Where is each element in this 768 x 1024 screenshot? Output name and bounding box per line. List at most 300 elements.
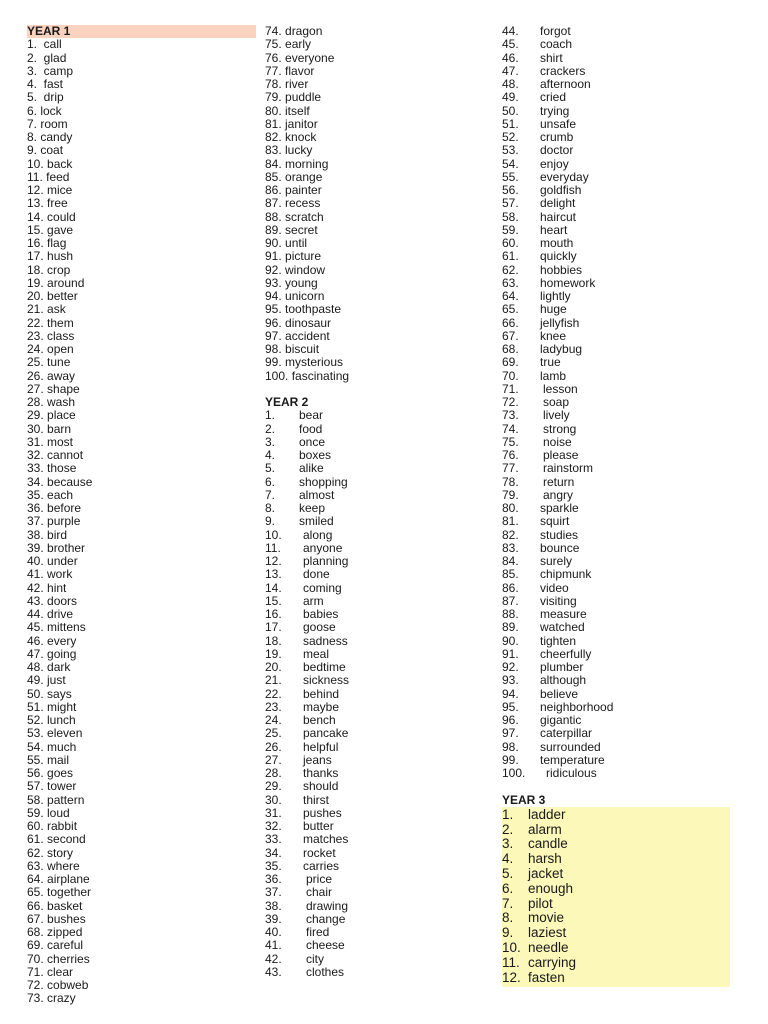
year3-word xyxy=(502,926,730,941)
year2-word xyxy=(502,423,730,436)
year2-word xyxy=(502,184,730,197)
year2-number: 8. xyxy=(265,501,276,515)
spacer xyxy=(502,780,730,793)
year2-number: 44. xyxy=(502,24,519,38)
year1-word: 12. mice xyxy=(27,183,73,197)
year2-term: coach xyxy=(540,37,573,52)
year2-term: watched xyxy=(540,620,585,635)
year3-number: 12. xyxy=(502,969,521,985)
year2-term: bear xyxy=(299,408,324,423)
year1-word: 85. orange xyxy=(265,169,323,184)
year2-number: 27. xyxy=(265,752,282,767)
year2-number: 69. xyxy=(502,355,519,370)
year2-term: matches xyxy=(303,832,349,847)
year1-word: 28. wash xyxy=(27,395,76,409)
year1-word: 80. itself xyxy=(265,103,310,118)
year2-word xyxy=(502,197,730,210)
year2-term: knee xyxy=(540,328,567,343)
year2-word xyxy=(502,409,730,422)
year1-word: 22. them xyxy=(27,315,74,330)
year2-term: cheerfully xyxy=(540,646,592,661)
year2-term: angry xyxy=(543,487,574,502)
year2-word xyxy=(502,264,730,277)
year2-number: 68. xyxy=(502,342,519,356)
year2-term: lively xyxy=(543,408,570,423)
year2-number: 38. xyxy=(265,898,282,913)
year2-number: 46. xyxy=(502,50,519,65)
year2-term: soap xyxy=(543,395,570,409)
year3-number: 10. xyxy=(502,939,521,955)
year2-word xyxy=(502,648,730,661)
year2-term: neighborhood xyxy=(540,699,614,714)
year2-number: 39. xyxy=(265,911,282,926)
year1-word: 45. mittens xyxy=(27,620,86,635)
year2-term: homework xyxy=(540,275,596,290)
year1-word: 9. coat xyxy=(27,143,64,158)
year1-word: 83. lucky xyxy=(265,143,313,158)
year3-term: harsh xyxy=(528,851,562,867)
year2-number: 24. xyxy=(265,713,282,727)
year2-number: 84. xyxy=(502,554,519,568)
year1-word: 97. accident xyxy=(265,328,330,343)
year2-number: 10. xyxy=(265,527,282,542)
year3-number: 4. xyxy=(502,851,514,867)
year2-number: 17. xyxy=(265,620,282,635)
year2-word xyxy=(265,900,485,913)
year2-term: once xyxy=(299,434,326,449)
year2-term: bounce xyxy=(540,540,580,555)
year2-number: 87. xyxy=(502,593,519,608)
year2-term: meal xyxy=(303,646,330,661)
year2-word xyxy=(502,568,730,581)
year2-term: heart xyxy=(540,222,568,237)
year1-word: 69. careful xyxy=(27,938,84,953)
year2-number: 52. xyxy=(502,130,519,144)
year1-word: 8. candy xyxy=(27,130,73,144)
year3-term: carrying xyxy=(528,954,577,970)
year2-number: 28. xyxy=(265,766,282,780)
year2-number: 1. xyxy=(265,408,276,423)
year2-term: although xyxy=(540,673,587,688)
year2-word xyxy=(502,449,730,462)
year2-term: goldfish xyxy=(540,183,582,197)
year2-number: 47. xyxy=(502,63,519,78)
year3-word xyxy=(502,941,730,956)
year1-word: 91. picture xyxy=(265,249,322,264)
year1-word: 38. bird xyxy=(27,527,68,542)
year1-word: 7. room xyxy=(27,116,68,131)
column-1 xyxy=(27,25,256,1006)
year2-word xyxy=(265,661,485,674)
year3-word xyxy=(502,808,730,823)
year2-number: 91. xyxy=(502,646,519,661)
year2-number: 80. xyxy=(502,501,519,515)
year2-term: unsafe xyxy=(540,116,577,131)
year2-word xyxy=(265,886,485,899)
year2-term: gigantic xyxy=(540,713,582,727)
year2-number: 19. xyxy=(265,646,282,661)
year1-word: 53. eleven xyxy=(27,726,83,741)
year2-word xyxy=(265,462,485,475)
year2-term: ladybug xyxy=(540,342,583,356)
year2-number: 23. xyxy=(265,699,282,714)
year2-term: cheese xyxy=(306,938,345,953)
year1-word: 47. going xyxy=(27,646,77,661)
year2-word xyxy=(502,343,730,356)
year3-number: 1. xyxy=(502,806,514,822)
year2-word xyxy=(265,767,485,780)
year2-word xyxy=(265,926,485,939)
year2-word xyxy=(502,290,730,303)
year2-number: 51. xyxy=(502,116,519,131)
year1-word: 48. dark xyxy=(27,660,71,674)
year2-term: visiting xyxy=(540,593,577,608)
year3-number: 5. xyxy=(502,865,514,881)
year2-word xyxy=(502,237,730,250)
year1-word: 15. gave xyxy=(27,222,74,237)
year2-term: carries xyxy=(303,858,340,873)
year2-word xyxy=(502,767,730,780)
year2-word xyxy=(265,833,485,846)
year2-term: chipmunk xyxy=(540,567,592,582)
year1-word: 58. pattern xyxy=(27,792,85,807)
column-3 xyxy=(502,25,730,987)
year2-number: 78. xyxy=(502,474,519,489)
year2-term: should xyxy=(303,779,339,794)
year2-term: shopping xyxy=(299,474,348,489)
year2-word xyxy=(265,727,485,740)
year1-word: 34. because xyxy=(27,474,93,489)
year3-term: enough xyxy=(528,880,574,896)
year2-word xyxy=(265,476,485,489)
column-2 xyxy=(265,25,485,979)
year1-heading: YEAR 1 xyxy=(27,25,256,38)
year2-word xyxy=(502,78,730,91)
year2-number: 95. xyxy=(502,699,519,714)
year2-word xyxy=(265,939,485,952)
year2-term: bedtime xyxy=(303,660,346,674)
year2-word xyxy=(502,608,730,621)
year1-word: 60. rabbit xyxy=(27,819,78,833)
year2-number: 88. xyxy=(502,607,519,621)
year1-word: 72. cobweb xyxy=(27,978,89,992)
year2-number: 37. xyxy=(265,885,282,900)
year2-word xyxy=(502,52,730,65)
year2-number: 11. xyxy=(265,540,281,555)
year2-number: 64. xyxy=(502,289,519,303)
year2-term: surrounded xyxy=(540,739,601,754)
year1-word: 95. toothpaste xyxy=(265,302,342,317)
year2-number: 14. xyxy=(265,580,282,595)
year1-word: 67. bushes xyxy=(27,911,86,926)
year1-word: 42. hint xyxy=(27,580,67,595)
year2-term: babies xyxy=(303,607,339,621)
year2-word xyxy=(502,595,730,608)
year2-word xyxy=(265,860,485,873)
year2-word xyxy=(502,158,730,171)
year2-term: maybe xyxy=(303,699,340,714)
year1-word: 44. drive xyxy=(27,607,74,621)
year2-term: cried xyxy=(540,90,567,105)
year2-term: city xyxy=(306,951,324,966)
year2-term: tighten xyxy=(540,633,577,648)
year2-word xyxy=(502,144,730,157)
year2-term: smiled xyxy=(299,514,334,529)
year2-word xyxy=(502,65,730,78)
year2-term: crackers xyxy=(540,63,586,78)
year3-word xyxy=(502,852,730,867)
year2-number: 65. xyxy=(502,302,519,317)
year2-word xyxy=(502,674,730,687)
year1-word: 77. flavor xyxy=(265,63,315,78)
year2-number: 75. xyxy=(502,434,519,449)
year2-number: 96. xyxy=(502,713,519,727)
year2-term: clothes xyxy=(306,964,345,979)
year2-word xyxy=(502,38,730,51)
spacer xyxy=(265,383,485,396)
year2-number: 15. xyxy=(265,593,282,608)
year2-word xyxy=(265,409,485,422)
year3-word xyxy=(502,823,730,838)
year2-number: 40. xyxy=(265,925,282,939)
year2-term: believe xyxy=(540,686,579,701)
year2-number: 22. xyxy=(265,686,282,701)
year1-word: 41. work xyxy=(27,567,73,582)
year2-word xyxy=(502,356,730,369)
year1-word: 61. second xyxy=(27,832,86,847)
year1-word: 39. brother xyxy=(27,540,86,555)
year2-word xyxy=(265,515,485,528)
year2-term: pancake xyxy=(303,726,349,741)
year1-word: 4. fast xyxy=(27,77,64,91)
year2-number: 89. xyxy=(502,620,519,635)
year1-word: 49. just xyxy=(27,673,66,688)
year2-number: 60. xyxy=(502,236,519,250)
year2-term: strong xyxy=(543,421,577,436)
year2-word xyxy=(265,423,485,436)
year1-word: 40. under xyxy=(27,554,78,568)
year1-word: 82. knock xyxy=(265,130,317,144)
year3-word xyxy=(502,882,730,897)
year2-word xyxy=(265,873,485,886)
year2-word xyxy=(265,674,485,687)
year2-word xyxy=(502,383,730,396)
year1-word: 19. around xyxy=(27,275,85,290)
year2-heading: YEAR 2 xyxy=(265,395,309,409)
year1-word: 79. puddle xyxy=(265,90,322,105)
year2-term: video xyxy=(540,580,569,595)
year2-number: 16. xyxy=(265,607,282,621)
year1-word: 6. lock xyxy=(27,103,62,118)
year3-number: 9. xyxy=(502,925,514,941)
year1-word: 76. everyone xyxy=(265,50,335,65)
year2-number: 30. xyxy=(265,792,282,807)
year2-word xyxy=(265,436,485,449)
year1-word: 68. zipped xyxy=(27,925,83,939)
year2-word xyxy=(502,635,730,648)
year2-number: 100. xyxy=(502,766,526,780)
year1-word: 36. before xyxy=(27,501,82,515)
year2-term: sickness xyxy=(303,673,350,688)
year3-number: 11. xyxy=(502,954,520,970)
year2-term: bench xyxy=(303,713,336,727)
year2-number: 2. xyxy=(265,421,276,436)
year1-word: 14. could xyxy=(27,209,76,224)
year2-term: mouth xyxy=(540,236,574,250)
year2-term: huge xyxy=(540,302,567,317)
year2-number: 13. xyxy=(265,567,282,582)
year2-term: along xyxy=(303,527,333,542)
year2-number: 43. xyxy=(265,964,282,979)
year3-number: 2. xyxy=(502,821,514,837)
year2-number: 97. xyxy=(502,726,519,741)
year1-word: 3. camp xyxy=(27,63,74,78)
year2-word xyxy=(502,370,730,383)
year1-word: 21. ask xyxy=(27,302,66,317)
year2-term: temperature xyxy=(540,752,605,767)
year2-number: 94. xyxy=(502,686,519,701)
year2-term: lightly xyxy=(540,289,571,303)
year2-word xyxy=(502,555,730,568)
year2-number: 76. xyxy=(502,448,519,462)
year2-term: plumber xyxy=(540,660,584,674)
year2-number: 66. xyxy=(502,315,519,330)
year3-term: movie xyxy=(528,910,565,926)
year2-term: crumb xyxy=(540,130,574,144)
year2-word xyxy=(265,648,485,661)
year2-number: 31. xyxy=(265,805,282,820)
year2-number: 4. xyxy=(265,448,276,462)
year2-number: 50. xyxy=(502,103,519,118)
year2-term: doctor xyxy=(540,143,574,158)
year1-word: 98. biscuit xyxy=(265,342,320,356)
year2-number: 18. xyxy=(265,633,282,648)
year2-term: noise xyxy=(543,434,572,449)
year2-term: rainstorm xyxy=(543,461,594,476)
year2-word xyxy=(265,714,485,727)
year2-term: alike xyxy=(299,461,324,476)
year2-word xyxy=(265,953,485,966)
year2-word xyxy=(265,966,485,979)
year3-number: 6. xyxy=(502,880,514,896)
year2-term: enjoy xyxy=(540,156,569,171)
year2-number: 99. xyxy=(502,752,519,767)
year1-word: 81. janitor xyxy=(265,116,318,131)
year1-word: 96. dinosaur xyxy=(265,315,332,330)
year2-term: haircut xyxy=(540,209,577,224)
year2-word xyxy=(265,847,485,860)
year2-term: hobbies xyxy=(540,262,583,277)
year2-word xyxy=(265,635,485,648)
year1-word: 99. mysterious xyxy=(265,355,344,370)
year2-word xyxy=(502,131,730,144)
year3-term: laziest xyxy=(528,925,567,941)
year2-number: 42. xyxy=(265,951,282,966)
year1-word: 31. most xyxy=(27,434,74,449)
year3-word xyxy=(502,897,730,912)
year1-word: 92. window xyxy=(265,262,326,277)
year2-number: 83. xyxy=(502,540,519,555)
year2-term: food xyxy=(299,421,323,436)
year2-number: 61. xyxy=(502,249,519,264)
year2-term: true xyxy=(540,355,561,370)
year1-word: 16. flag xyxy=(27,236,67,250)
year2-word xyxy=(265,820,485,833)
year2-word xyxy=(265,741,485,754)
year1-word: 18. crop xyxy=(27,262,71,277)
year2-word xyxy=(502,330,730,343)
year3-term: ladder xyxy=(528,806,566,822)
year2-number: 74. xyxy=(502,421,519,436)
year1-word: 62. story xyxy=(27,845,74,860)
year2-word xyxy=(502,25,730,38)
year2-number: 62. xyxy=(502,262,519,277)
year2-term: thirst xyxy=(303,792,330,807)
year2-number: 63. xyxy=(502,275,519,290)
year2-number: 79. xyxy=(502,487,519,502)
year2-word xyxy=(502,317,730,330)
year2-word xyxy=(265,608,485,621)
year3-term: candle xyxy=(528,836,568,852)
year2-term: measure xyxy=(540,607,587,621)
year3-term: fasten xyxy=(528,969,565,985)
year3-number: 8. xyxy=(502,910,514,926)
year2-number: 48. xyxy=(502,77,519,91)
year1-word: 32. cannot xyxy=(27,448,84,462)
year2-number: 41. xyxy=(265,938,282,953)
year2-number: 32. xyxy=(265,819,282,833)
year2-term: forgot xyxy=(540,24,571,38)
year1-word: 75. early xyxy=(265,37,312,52)
year3-term: pilot xyxy=(528,895,553,911)
year2-term: studies xyxy=(540,527,579,542)
year2-number: 98. xyxy=(502,739,519,754)
year2-term: butter xyxy=(303,819,334,833)
year2-term: price xyxy=(306,872,333,886)
year3-word xyxy=(502,956,730,971)
year2-number: 25. xyxy=(265,726,282,741)
year1-word: 46. every xyxy=(27,633,77,648)
year2-term: almost xyxy=(299,487,335,502)
year2-number: 9. xyxy=(265,514,276,529)
year1-word: 94. unicorn xyxy=(265,289,325,303)
year1-word: 2. glad xyxy=(27,50,67,65)
year2-number: 54. xyxy=(502,156,519,171)
year1-word: 54. much xyxy=(27,739,77,754)
year1-word: 55. mail xyxy=(27,752,70,767)
year1-word: 29. place xyxy=(27,408,76,423)
year1-word: 13. free xyxy=(27,196,68,211)
year2-number: 33. xyxy=(265,832,282,847)
year3-number: 3. xyxy=(502,836,514,852)
year1-word: 87. recess xyxy=(265,196,321,211)
year2-word xyxy=(265,807,485,820)
year2-term: change xyxy=(306,911,346,926)
year2-term: sadness xyxy=(303,633,348,648)
year1-word: 26. away xyxy=(27,368,76,383)
year2-word xyxy=(502,741,730,754)
year2-number: 85. xyxy=(502,567,519,582)
year2-number: 6. xyxy=(265,474,276,489)
year2-number: 93. xyxy=(502,673,519,688)
year2-word xyxy=(502,714,730,727)
year1-word: 37. purple xyxy=(27,514,81,529)
year2-number: 34. xyxy=(265,845,282,860)
year2-term: helpful xyxy=(303,739,339,754)
year1-word: 51. might xyxy=(27,699,77,714)
year1-word: 90. until xyxy=(265,236,308,250)
year1-word: 20. better xyxy=(27,289,78,303)
